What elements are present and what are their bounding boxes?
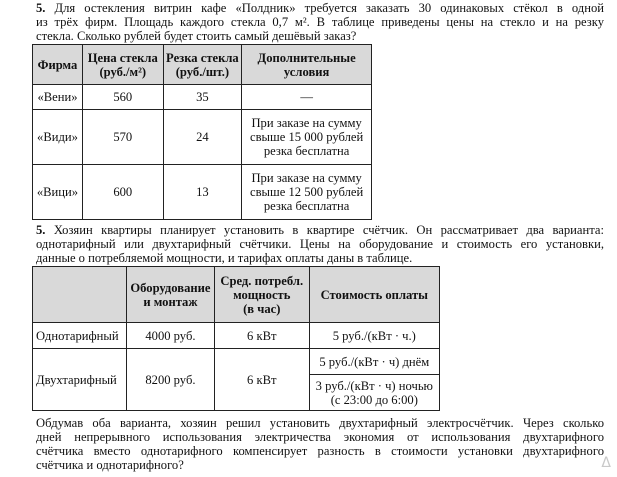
meter-tariff-table — [32, 266, 440, 411]
header-glass-price: Цена стекла (руб./м²) — [82, 45, 163, 85]
firm-name: «Вици» — [33, 165, 83, 220]
power: 6 кВт — [214, 323, 309, 349]
equipment-cost: 8200 руб. — [126, 349, 214, 411]
cut-price: 35 — [163, 85, 242, 110]
equipment-cost: 4000 руб. — [126, 323, 214, 349]
question-line-4: счётчика и однотарифного? — [36, 458, 184, 472]
task1-line-3: стекла. Сколько рублей будет стоить самый дешёвый заказ? — [36, 29, 357, 43]
table-header-row — [33, 267, 440, 323]
task1-line-2: из трёх фирм. Площадь каждого стекла 0,7 м². В таблице приведены цены на стекло и на резку — [36, 15, 604, 29]
meter-type: Однотарифный — [33, 323, 127, 349]
payment: 5 руб./(кВт · ч.) — [309, 323, 439, 349]
conditions: При заказе на сумму свыше 15 000 рублей резка бесплатна — [242, 110, 372, 165]
task2-line-3: данные о потребляемой мощности, и тарифах оплаты даны в таблице. — [36, 251, 413, 265]
header-firm: Фирма — [33, 45, 83, 85]
firm-name: «Вени» — [33, 85, 83, 110]
delta-mark-icon: Δ — [601, 455, 611, 471]
cut-price: 13 — [163, 165, 242, 220]
header-empty — [33, 267, 127, 323]
task2-line-1: 5. Хозяин квартиры планирует установить в квартире счётчик. Он рассматривает два варианта: — [36, 223, 604, 237]
table-row — [33, 349, 440, 375]
power: 6 кВт — [214, 349, 309, 411]
glass-price: 570 — [82, 110, 163, 165]
payment-night: 3 руб./(кВт · ч) ночью (с 23:00 до 6:00) — [309, 375, 439, 411]
table-row — [33, 165, 372, 220]
task1-line-1: 5. Для остекления витрин кафе «Полдник» требуется заказать 30 одинаковых стёкол в одной — [36, 1, 604, 15]
question-line-1: Обдумав оба варианта, хозяин решил установить двухтарифный электросчётчик. Через сколько — [36, 416, 604, 430]
glass-price: 600 — [82, 165, 163, 220]
cut-price: 24 — [163, 110, 242, 165]
task1-number: 5. — [36, 1, 46, 15]
table-row — [33, 85, 372, 110]
task2-number: 5. — [36, 223, 46, 237]
conditions: — — [242, 85, 372, 110]
conditions: При заказе на сумму свыше 12 500 рублей резка бесплатна — [242, 165, 372, 220]
header-payment: Стоимость оплаты — [309, 267, 439, 323]
task2-line-2: однотарифный или двухтарифный счётчики. Цены на оборудование и стоимость его установки, — [36, 237, 604, 251]
header-equipment: Оборудование и монтаж — [126, 267, 214, 323]
header-cut-price: Резка стекла (руб./шт.) — [163, 45, 242, 85]
header-conditions: Дополнительные условия — [242, 45, 372, 85]
glass-price-table — [32, 44, 372, 220]
question-line-2: дней непрерывного использования электричества экономия от использования двухтарифного — [36, 430, 604, 444]
meter-type: Двухтарифный — [33, 349, 127, 411]
table-header-row — [33, 45, 372, 85]
table-row — [33, 323, 440, 349]
header-power: Сред. потребл. мощность (в час) — [214, 267, 309, 323]
firm-name: «Види» — [33, 110, 83, 165]
table-row — [33, 110, 372, 165]
payment-day: 5 руб./(кВт · ч) днём — [309, 349, 439, 375]
glass-price: 560 — [82, 85, 163, 110]
question-line-3: счётчика вместо однотарифного компенсирует разность в стоимости установки двухтарифного — [36, 444, 604, 458]
